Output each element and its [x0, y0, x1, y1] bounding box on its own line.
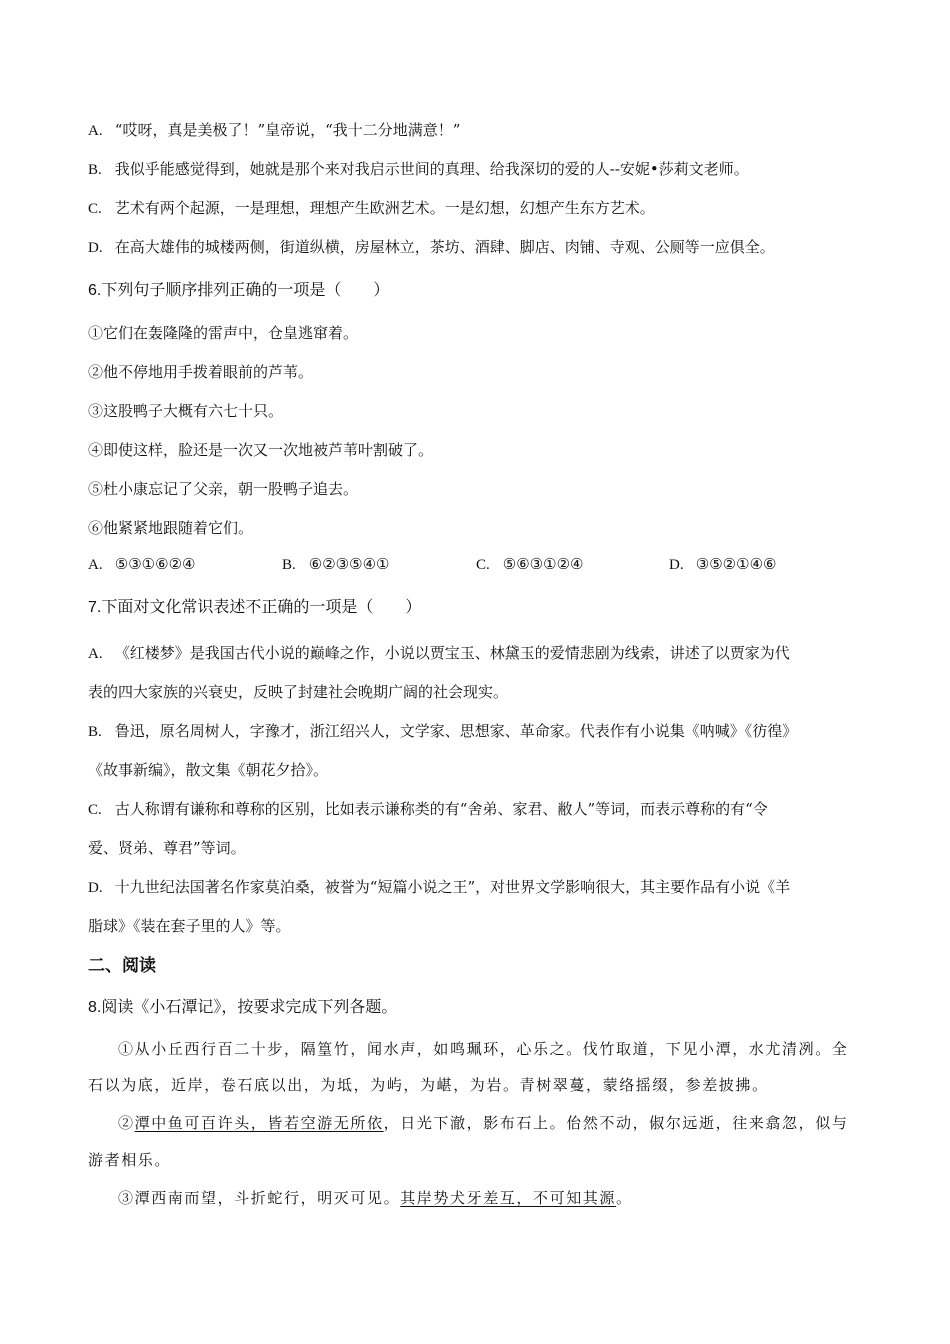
question-number: 6.: [88, 282, 102, 299]
option-letter: A.: [88, 646, 103, 662]
option-text: 在高大雄伟的城楼两侧，街道纵横，房屋林立，茶坊、酒肆、脚店、肉铺、寺观、公厕等一应俱全。: [114, 238, 775, 256]
option-text: ⑤⑥③①②④: [502, 555, 584, 573]
passage-para-1-line-1: ①从小丘西行百二十步，隔篁竹，闻水声，如鸣珮环，心乐之。伐竹取道，下见小潭，水尤清冽。全: [118, 1040, 849, 1058]
option-text: 我似乎能感觉得到，她就是那个来对我启示世间的真理、给我深切的爱的人--安妮•莎莉文老师。: [114, 160, 749, 178]
option-letter: B.: [88, 724, 102, 740]
q6-choice-b[interactable]: [282, 553, 389, 576]
option-text: 古人称谓有谦称和尊称的区别，比如表示谦称类的有“舍弟、家君、敝人”等词，而表示尊称的有“令: [114, 800, 768, 818]
q6-title: [88, 279, 389, 302]
q6-sentence-6: ⑥他紧紧地跟随着它们。: [88, 519, 254, 537]
option-text: 鲁迅，原名周树人，字豫才，浙江绍兴人，文学家、思想家、革命家。代表作有小说集《呐喊》《彷徨》: [114, 722, 798, 740]
question-text: 下列句子顺序排列正确的一项是（ ）: [101, 280, 390, 299]
option-text: 《红楼梦》是我国古代小说的巅峰之作，小说以贾宝玉、林黛玉的爱情悲剧为线索，讲述了以贾家为代: [114, 644, 790, 662]
q7-option-a[interactable]: [88, 642, 790, 665]
q5-option-c[interactable]: [88, 197, 655, 220]
option-letter: B.: [88, 162, 102, 178]
q6-sentence-5: ⑤杜小康忘记了父亲，朝一股鸭子追去。: [88, 480, 359, 498]
q6-sentence-4: ④即使这样，脸还是一次又一次地被芦苇叶割破了。: [88, 441, 434, 459]
passage-para-3: [118, 1187, 633, 1209]
option-text: ⑥②③⑤④①: [308, 555, 390, 573]
question-text: 下面对文化常识表述不正确的一项是（ ）: [101, 597, 422, 616]
q7-title: [88, 596, 421, 619]
underlined-sentence: 潭中鱼可百许头，皆若空游无所依: [134, 1114, 384, 1132]
question-text: 阅读《小石潭记》，按要求完成下列各题。: [101, 997, 398, 1016]
option-letter: C.: [476, 557, 490, 573]
q7-option-b-cont: 《故事新编》，散文集《朝花夕拾》。: [88, 761, 329, 779]
option-text: ⑤③①⑥②④: [114, 555, 196, 573]
option-letter: D.: [669, 557, 684, 573]
q8-title: [88, 996, 397, 1019]
q5-option-b[interactable]: [88, 158, 749, 181]
q7-option-c-cont: 爱、贤弟、尊君”等词。: [88, 839, 246, 857]
question-number: 8.: [88, 999, 102, 1016]
q6-choice-a[interactable]: [88, 553, 195, 576]
question-number: 7.: [88, 599, 102, 616]
option-letter: C.: [88, 201, 102, 217]
option-text: 十九世纪法国著名作家莫泊桑，被誉为“短篇小说之王”，对世界文学影响很大，其主要作品有小说《羊: [114, 878, 791, 896]
q6-sentence-3: ③这股鸭子大概有六七十只。: [88, 402, 284, 420]
option-letter: D.: [88, 240, 103, 256]
q7-option-a-cont: 表的四大家族的兴衰史，反映了封建社会晚期广阔的社会现实。: [88, 683, 509, 701]
passage-para-2-line-1: [118, 1112, 848, 1134]
para-text: ③潭西南而望，斗折蛇行，明灭可见。: [118, 1189, 401, 1207]
option-letter: A.: [88, 557, 103, 573]
underlined-sentence: 其岸势犬牙差互，不可知其源: [400, 1189, 617, 1207]
q7-option-d-cont: 脂球》《装在套子里的人》等。: [88, 917, 291, 935]
option-text: ③⑤②①④⑥: [695, 555, 777, 573]
para-text: ，日光下澈，影布石上。佁然不动，俶尔远逝，往来翕忽，似与: [383, 1114, 849, 1132]
passage-para-2-line-2: 游者相乐。: [88, 1151, 172, 1169]
para-end: 。: [616, 1189, 633, 1207]
q7-option-c[interactable]: [88, 798, 768, 821]
q6-choice-c[interactable]: [476, 553, 583, 576]
option-text: “哎呀，真是美极了！”皇帝说，“我十二分地满意！”: [114, 121, 461, 139]
q6-choice-d[interactable]: [669, 553, 776, 576]
option-letter: C.: [88, 802, 102, 818]
q5-option-a[interactable]: [88, 119, 460, 142]
option-letter: A.: [88, 123, 103, 139]
q6-sentence-1: ①它们在轰隆隆的雷声中，仓皇逃窜着。: [88, 324, 359, 342]
section-heading: 二、阅读: [88, 956, 156, 976]
passage-para-1-line-2: 石以为底，近岸，卷石底以出，为坻，为屿，为嵁，为岩。青树翠蔓，蒙络摇缀，参差披拂。: [88, 1076, 769, 1094]
option-text: 艺术有两个起源，一是理想，理想产生欧洲艺术。一是幻想，幻想产生东方艺术。: [114, 199, 655, 217]
option-letter: D.: [88, 880, 103, 896]
para-mark: ②: [118, 1114, 135, 1132]
q5-option-d[interactable]: [88, 236, 775, 259]
q7-option-b[interactable]: [88, 720, 797, 743]
q7-option-d[interactable]: [88, 876, 790, 899]
option-letter: B.: [282, 557, 296, 573]
q6-sentence-2: ②他不停地用手拨着眼前的芦苇。: [88, 363, 314, 381]
